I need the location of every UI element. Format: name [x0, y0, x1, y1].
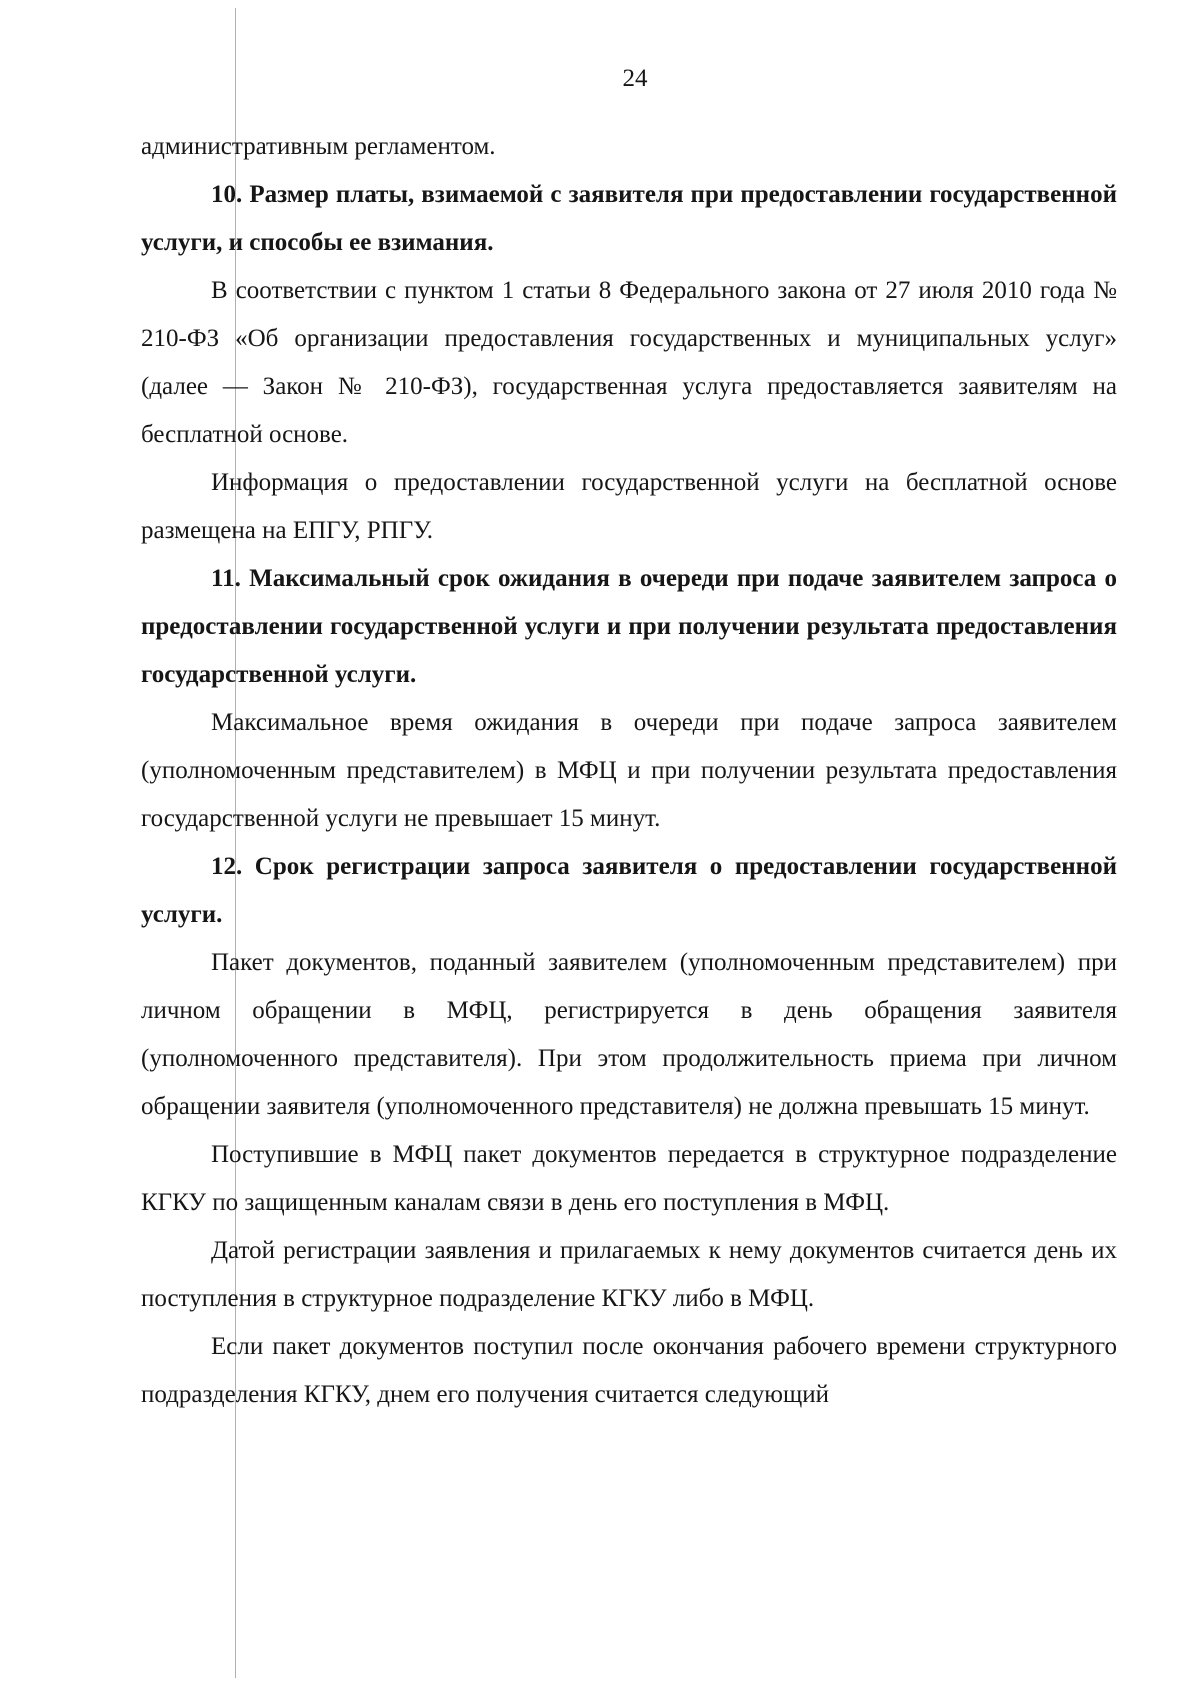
paragraph-registration-mfc: Пакет документов, поданный заявителем (уполномоченным представителем) при личном обращении в МФЦ, регистрируется в день обращения заявителя (уполномоченного представителя). При этом продолжительность приема при личном обращении заявителя (уполномоченного представителя) не должна превышать 15 минут.: [141, 949, 1117, 1120]
paragraph-queue-time: Максимальное время ожидания в очереди при подаче запроса заявителем (уполномоченным представителем) в МФЦ и при получении результата предоставления государственной услуги не превышает 15 минут.: [141, 709, 1117, 832]
paragraph-after-hours: Если пакет документов поступил после окончания рабочего времени структурного подразделения КГКУ, днем его получения считается следующий: [141, 1333, 1117, 1408]
paragraph-fee-basis: В соответствии с пунктом 1 статьи 8 Федерального закона от 27 июля 2010 года № 210-ФЗ «Об организации предоставления государственных и муниципальных услуг» (далее — Закон № 210-ФЗ), государственная услуга предоставляется заявителям на бесплатной основе.: [141, 277, 1117, 448]
document-body: [141, 123, 1117, 1419]
paragraph-document-transfer: Поступившие в МФЦ пакет документов передается в структурное подразделение КГКУ по защищенным каналам связи в день его поступления в МФЦ.: [141, 1141, 1117, 1216]
section-heading-12: 12. Срок регистрации запроса заявителя о предоставлении государственной услуги.: [141, 853, 1117, 928]
page-number: 24: [622, 65, 648, 92]
section-heading-11: 11. Максимальный срок ожидания в очереди при подаче заявителем запроса о предоставлении государственной услуги и при получении результата предоставления государственной услуги.: [141, 565, 1117, 688]
paragraph-registration-date: Датой регистрации заявления и прилагаемых к нему документов считается день их поступления в структурное подразделение КГКУ либо в МФЦ.: [141, 1237, 1117, 1312]
paragraph-fee-information: Информация о предоставлении государственной услуги на бесплатной основе размещена на ЕПГУ, РПГУ.: [141, 469, 1117, 544]
paragraph-continuation: административным регламентом.: [141, 133, 496, 160]
section-heading-10: 10. Размер платы, взимаемой с заявителя при предоставлении государственной услуги, и способы ее взимания.: [141, 181, 1117, 256]
